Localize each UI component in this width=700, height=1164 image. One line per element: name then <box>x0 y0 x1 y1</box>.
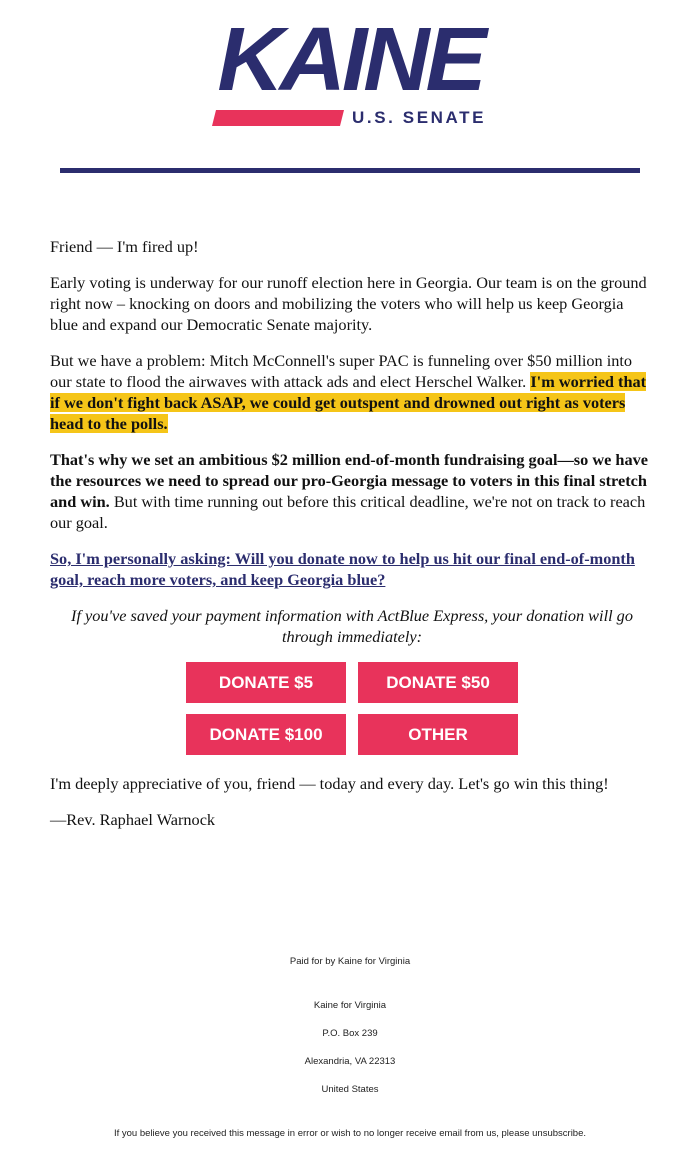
logo-subtitle: U.S. SENATE <box>352 108 487 127</box>
footer-paid-for: Paid for by Kaine for Virginia <box>289 956 411 967</box>
signature: —Rev. Raphael Warnock <box>50 810 216 829</box>
footer-city: Alexandria, VA 22313 <box>304 1056 396 1067</box>
kaine-logo <box>212 10 488 130</box>
logo-wordmark: KAINE <box>217 10 483 110</box>
logo-accent-bar <box>212 110 344 126</box>
greeting: Friend — I'm fired up! <box>50 237 199 256</box>
donate-100-button[interactable]: DONATE $100 <box>186 714 346 755</box>
closing-line: I'm deeply appreciative of you, friend — today and every day. Let's go win this thing! <box>50 774 609 793</box>
paragraph-problem <box>50 350 654 434</box>
footer-org-name: Kaine for Virginia <box>313 1000 387 1011</box>
footer-po-box: P.O. Box 239 <box>322 1028 378 1039</box>
goal-text: But with time running out before this critical deadline, we're not on track to reach our goal. <box>50 492 646 532</box>
donate-button-grid <box>50 662 654 755</box>
paragraph-early-voting: Early voting is underway for our runoff election here in Georgia. Our team is on the ground right now – knocking on doors and mobilizing the voters who will help us keep Georgia blue and expand our Democratic Senate majority. <box>50 273 647 334</box>
footer-country: United States <box>321 1084 379 1095</box>
header-divider <box>60 168 640 173</box>
unsubscribe-link[interactable]: If you believe you received this message in error or wish to no longer receive email from us, please unsubscribe. <box>113 1128 587 1139</box>
email-body <box>50 236 654 845</box>
paragraph-ask <box>50 548 654 590</box>
footer-unsubscribe-notice <box>0 1128 700 1140</box>
donate-5-button[interactable]: DONATE $5 <box>186 662 346 703</box>
actblue-express-note: If you've saved your payment information with ActBlue Express, your donation will go through immediately: <box>71 606 633 646</box>
paragraph-goal <box>50 449 654 533</box>
donate-50-button[interactable]: DONATE $50 <box>358 662 518 703</box>
donate-ask-link[interactable]: So, I'm personally asking: Will you donate now to help us hit our final end-of-month goal, reach more voters, and keep Georgia blue? <box>50 549 635 589</box>
highlighted-warning: I'm worried that if we don't fight back ASAP, we could get outspent and drowned out right as voters head to the polls. <box>50 372 647 433</box>
goal-bold-text: That's why we set an ambitious $2 million end-of-month fundraising goal—so we have the resources we need to spread our pro-Georgia message to voters in this final stretch and win. <box>50 450 648 511</box>
donate-other-button[interactable]: OTHER <box>358 714 518 755</box>
problem-text: But we have a problem: Mitch McConnell's super PAC is funneling over $50 million into our state to flood the airwaves with attack ads and elect Herschel Walker. <box>50 351 633 391</box>
